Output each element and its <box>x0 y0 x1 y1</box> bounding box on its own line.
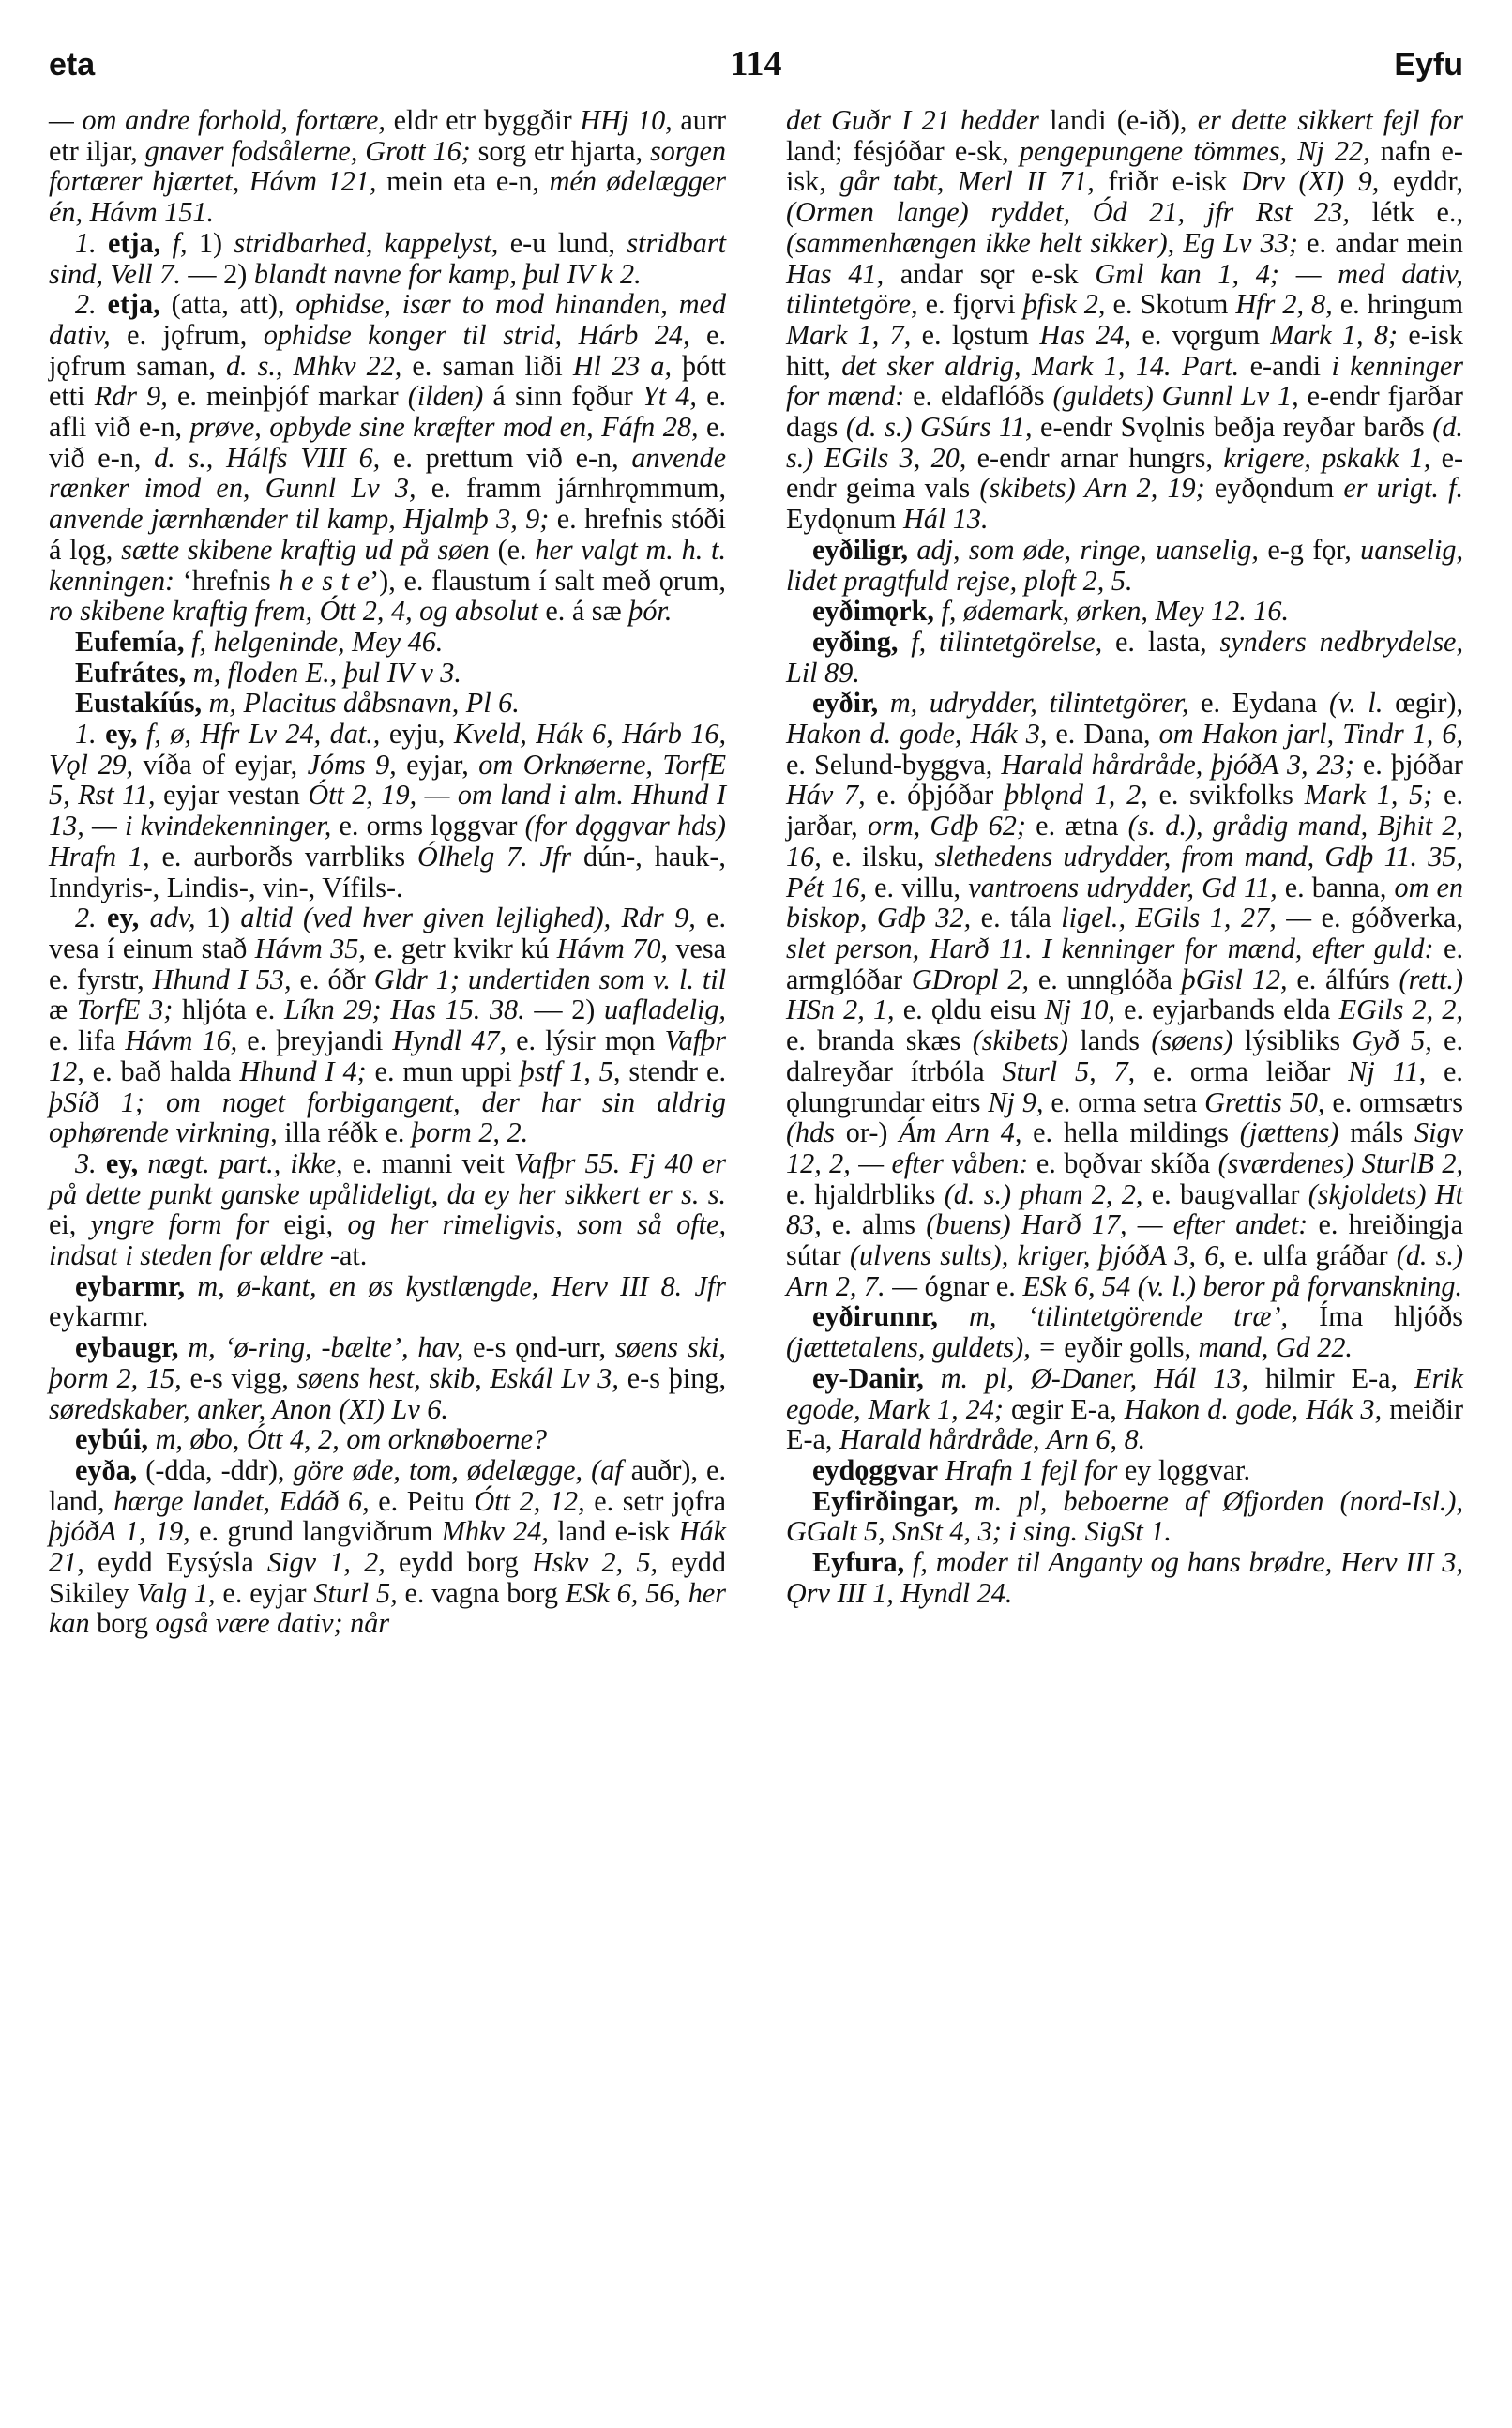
page-number: 114 <box>730 44 782 83</box>
dictionary-entry: Eufemía, f, helgeninde, Mey 46. <box>75 625 444 658</box>
right-guide-word: Eyfu <box>1394 47 1463 83</box>
dictionary-entry: — om andre forhold, fortære, eldr etr byggðir HHj 10, aurr etr iljar, gnaver fodsålerne, Grott 16; sorg etr hjarta, sorgen fortærer hjærtet, Hávm 121, mein eta e-n, mén ødelægger én, Hávm 151. <box>49 104 727 229</box>
dictionary-entry: eybaugr, m, ‘ø-ring, -bælte’, hav, e-s ǫnd-urr, søens ski, þorm 2, 15, e-s vigg, søens hest, skib, Eskál Lv 3, e-s þing, søredskaber, anker, Anon (XI) Lv 6. <box>49 1331 726 1425</box>
dictionary-entry: eydǫggvar Hrafn 1 fejl for ey lǫggvar. <box>812 1453 1251 1486</box>
dictionary-entry: 3. ey, nægt. part., ikke, e. manni veit Vafþr 55. Fj 40 er på dette punkt ganske upålideligt, da ey her sikkert er s. s. ei, yngre form for eigi, og her rimeligvis, som så ofte, indsat i steden for ældre -at. <box>49 1146 727 1272</box>
dictionary-entry: eyða, (-dda, -ddr), göre øde, tom, ødelægge, (af auðr), e. land, hærge landet, Edáð 6, e. Peitu Ótt 2, 12, e. setr jǫfra þjóðA 1, 19, e. grund langviðrum Mhkv 24, land e-isk Hák 21, eydd Eysýsla Sigv 1, 2, eydd borg Hskv 2, 5, eydd Sikiley Valg 1, e. eyjar Sturl 5, e. vagna borg ESk 6, 56, her kan borg også være dativ; når <box>49 1453 727 1640</box>
dictionary-entry: eyðirunnr, m, ‘tilintetgörende træ’, Íma hljóðs (jættetalens, guldets), = eyðir golls, mand, Gd 22. <box>786 1300 1463 1364</box>
dictionary-entry: 1. ey, f, ø, Hfr Lv 24, dat., eyju, Kveld, Hák 6, Hárb 16, Vǫl 29, víða of eyjar, Jóms 9, eyjar, om Orknøerne, TorfE 5, Rst 11, eyjar vestan Ótt 2, 19, — om land i alm. Hhund I 13, — i kvindekenninger, e. orms lǫggvar (for dǫggvar hds) Hrafn 1, e. aurborðs varrbliks Ólhelg 7. Jfr dún-, hauk-, Inndyris-, Lindis-, vin-, Vífils-. <box>49 718 727 903</box>
right-column <box>786 105 1463 1608</box>
dictionary-entry: eyðiligr, adj, som øde, ringe, uanselig, e-g fǫr, uanselig, lidet pragtfuld rejse, ploft 2, 5. <box>786 533 1463 597</box>
dictionary-entry: eyðing, f, tilintetgörelse, e. lasta, synders nedbrydelse, Lil 89. <box>786 625 1464 689</box>
dictionary-entry: 2. ey, adv, 1) altid (ved hver given lejlighed), Rdr 9, e. vesa í einum stað Hávm 35, e. getr kvikr kú Hávm 70, vesa e. fyrstr, Hhund I 53, e. óðr Gldr 1; undertiden som v. l. til æ TorfE 3; hljóta e. Líkn 29; Has 15. 38. — 2) uafladelig, e. lifa Hávm 16, e. þreyjandi Hyndl 47, e. lýsir mǫn Vafþr 12, e. bað halda Hhund I 4; e. mun uppi þstf 1, 5, stendr e. þSíð 1; om noget forbigangent, der har sin aldrig ophørende virkning, illa réðk e. þorm 2, 2. <box>49 902 727 1149</box>
dictionary-entry: Eyfura, f, moder til Anganty og hans brødre, Herv III 3, Ǫrv III 1, Hyndl 24. <box>786 1546 1464 1609</box>
dictionary-entry: ey-Danir, m. pl, Ø-Daner, Hál 13, hilmir E-a, Erik egode, Mark 1, 24; œgir E-a, Hakon d. gode, Hák 3, meiðir E-a, Harald hårdråde, Arn 6, 8. <box>786 1361 1464 1456</box>
dictionary-entry: eybúi, m, øbo, Ótt 4, 2, om orknøboerne? <box>75 1423 548 1456</box>
dictionary-entry: 1. etja, f, 1) stridbarhed, kappelyst, e-u lund, stridbart sind, Vell 7. — 2) blandt navne for kamp, þul IV k 2. <box>49 226 726 290</box>
dictionary-entry: eyðir, m, udrydder, tilintetgörer, e. Eydana (v. l. œgir), Hakon d. gode, Hák 3, e. Dana, om Hakon jarl, Tindr 1, 6, e. Selund-byggva, Harald hårdråde, þjóðA 3, 23; e. þjóðar Háv 7, e. óþjóðar þblǫnd 1, 2, e. svikfolks Mark 1, 5; e. jarðar, orm, Gdþ 62; e. ætna (s. d.), grådig mand, Bjhit 2, 16, e. ilsku, slethedens udrydder, from mand, Gdþ 11. 35, Pét 16, e. villu, vantroens udrydder, Gd 11, e. banna, om en biskop, Gdþ 32, e. tála ligel., EGils 1, 27, — e. góðverka, slet person, Harð 11. I kenninger for mænd, efter guld: e. armglóðar GDropl 2, e. unnglóða þGisl 12, e. álfúrs (rett.) HSn 2, 1, e. ǫldu eisu Nj 10, e. eyjarbands elda EGils 2, 2, e. branda skæs (skibets) lands (søens) lýsibliks Gyð 5, e. dalreyðar ítrbóla Sturl 5, 7, e. orma leiðar Nj 11, e. ǫlungrundar eitrs Nj 9, e. orma setra Grettis 50, e. ormsætrs (hds or-) Ám Arn 4, e. hella mildings (jættens) máls Sigv 12, 2, — efter våben: e. bǫðvar skíða (sværdenes) SturlB 2, e. hjaldrbliks (d. s.) pham 2, 2, e. baugvallar (skjoldets) Ht 83, e. alms (buens) Harð 17, — efter andet: e. hreiðingja sútar (ulvens sults), kriger, þjóðA 3, 6, e. ulfa gráðar (d. s.) Arn 2, 7. — ógnar e. ESk 6, 54 (v. l.) beror på forvanskning. <box>786 687 1464 1302</box>
left-guide-word: eta <box>49 47 96 83</box>
dictionary-entry: 2. etja, (atta, att), ophidse, især to mod hinanden, med dativ, e. jǫfrum, ophidse konger til strid, Hárb 24, e. jǫfrum saman, d. s., Mhkv 22, e. saman liði Hl 23 a, þótt etti Rdr 9, e. meinþjóf markar (ilden) á sinn fǫður Yt 4, e. afli við e-n, prøve, opbyde sine kræfter mod en, Fáfn 28, e. við e-n, d. s., Hálfs VIII 6, e. prettum við e-n, anvende rænker imod en, Gunnl Lv 3, e. framm járnhrǫmmum, anvende jærnhænder til kamp, Hjalmþ 3, 9; e. hrefnis stóði á lǫg, sætte skibene kraftig ud på søen (e. her valgt m. h. t. kenningen: ‘hrefnis h e s t e’), e. flaustum í salt með ǫrum, ro skibene kraftig frem, Ótt 2, 4, og absolut e. á sæ þór. <box>49 288 727 628</box>
dictionary-entry: Eyfirðingar, m. pl, beboerne af Øfjorden (nord-Isl.), GGalt 5, SnSt 4, 3; i sing. SigSt 1. <box>786 1484 1464 1548</box>
dictionary-entry: Eufrátes, m, floden E., þul IV v 3. <box>75 656 461 689</box>
dictionary-entry: eyðimǫrk, f, ødemark, ørken, Mey 12. 16. <box>812 595 1290 628</box>
left-column <box>49 105 726 1639</box>
dictionary-entry: Eustakíús, m, Placitus dåbsnavn, Pl 6. <box>75 687 520 720</box>
dictionary-entry: det Guðr I 21 hedder landi (e-ið), er dette sikkert fejl for land; fésjóðar e-sk, pengepungene tömmes, Nj 22, nafn e-isk, går tabt, Merl II 71, friðr e-isk Drv (XI) 9, eyddr, (Ormen lange) ryddet, Ód 21, jfr Rst 23, létk e., (sammenhængen ikke helt sikker), Eg Lv 33; e. andar mein Has 41, andar sǫr e-sk Gml kan 1, 4; — med dativ, tilintetgöre, e. fjǫrvi þfisk 2, e. Skotum Hfr 2, 8, e. hringum Mark 1, 7, e. lǫstum Has 24, e. vǫrgum Mark 1, 8; e-isk hitt, det sker aldrig, Mark 1, 14. Part. e-andi i kenninger for mænd: e. eldaflóðs (guldets) Gunnl Lv 1, e-endr fjarðar dags (d. s.) GSúrs 11, e-endr Svǫlnis beðja reyðar barðs (d. s.) EGils 3, 20, e-endr arnar hungrs, krigere, pskakk 1, e-endr geima vals (skibets) Arn 2, 19; eyðǫndum er urigt. f. Eydǫnum Hál 13. <box>786 104 1464 536</box>
dictionary-entry: eybarmr, m, ø-kant, en øs kystlængde, Herv III 8. Jfr eykarmr. <box>49 1269 726 1333</box>
